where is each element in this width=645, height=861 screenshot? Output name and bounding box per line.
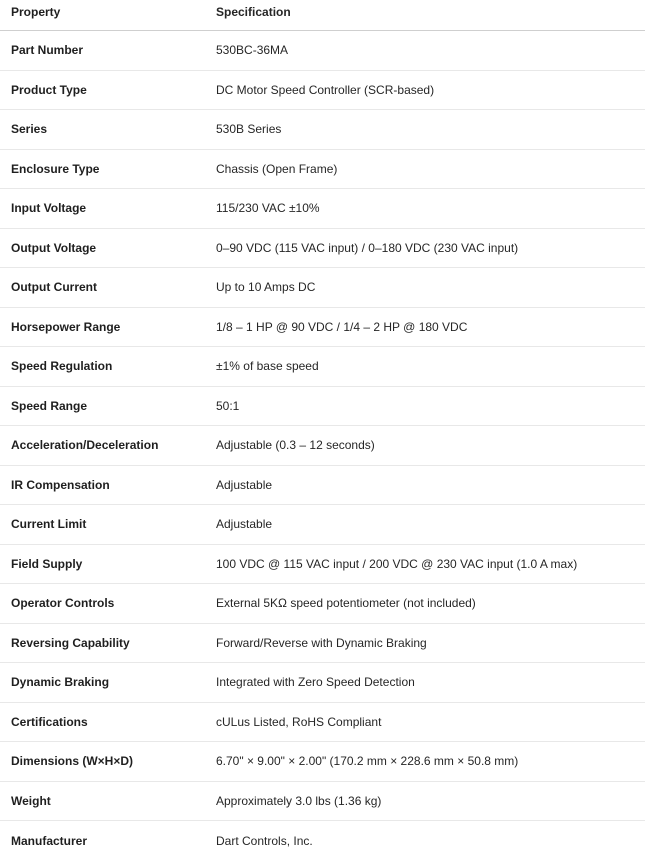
specification-cell: 115/230 VAC ±10%	[216, 201, 320, 216]
property-cell: Operator Controls	[11, 596, 115, 611]
specification-cell: 530BC-36MA	[216, 43, 289, 58]
table-row	[0, 624, 645, 664]
property-cell: IR Compensation	[11, 477, 110, 492]
specification-cell: DC Motor Speed Controller (SCR-based)	[216, 82, 435, 97]
specification-cell: Approximately 3.0 lbs (1.36 kg)	[216, 793, 382, 808]
specification-cell: 6.70" × 9.00" × 2.00" (170.2 mm × 228.6 mm × 50.8 mm)	[216, 754, 519, 769]
property-cell: Current Limit	[11, 517, 87, 532]
property-cell: Horsepower Range	[11, 319, 121, 334]
specification-cell: 100 VDC @ 115 VAC input / 200 VDC @ 230 VAC input (1.0 A max)	[216, 556, 578, 571]
property-cell: Enclosure Type	[11, 161, 100, 176]
specification-cell: Adjustable (0.3 – 12 seconds)	[216, 438, 375, 453]
table-row	[0, 229, 645, 269]
specification-cell: Adjustable	[216, 477, 273, 492]
property-cell: Dimensions (W×H×D)	[11, 754, 134, 769]
property-cell: Part Number	[11, 43, 84, 58]
specification-cell: 1/8 – 1 HP @ 90 VDC / 1/4 – 2 HP @ 180 VDC	[216, 319, 468, 334]
table-row	[0, 663, 645, 703]
table-row	[0, 347, 645, 387]
table-row	[0, 821, 645, 861]
specification-cell: Adjustable	[216, 517, 273, 532]
table-row	[0, 466, 645, 506]
table-row	[0, 150, 645, 190]
property-cell: Speed Regulation	[11, 359, 113, 374]
specification-cell: 530B Series	[216, 122, 282, 137]
specification-cell: External 5KΩ speed potentiometer (not included)	[216, 596, 476, 611]
table-row	[0, 387, 645, 427]
property-cell: Certifications	[11, 714, 88, 729]
property-cell: Weight	[11, 793, 51, 808]
table-row	[0, 268, 645, 308]
table-row	[0, 545, 645, 585]
specification-cell: ±1% of base speed	[216, 359, 319, 374]
property-cell: Input Voltage	[11, 201, 87, 216]
specification-cell: Up to 10 Amps DC	[216, 280, 316, 295]
property-cell: Field Supply	[11, 556, 83, 571]
header-specification: Specification	[216, 5, 291, 19]
table-row	[0, 71, 645, 111]
specification-cell: Integrated with Zero Speed Detection	[216, 675, 415, 690]
table-row	[0, 505, 645, 545]
property-cell: Output Current	[11, 280, 97, 295]
property-cell: Speed Range	[11, 398, 88, 413]
property-cell: Reversing Capability	[11, 635, 130, 650]
table-row	[0, 31, 645, 71]
table-header-row	[0, 0, 645, 31]
specification-cell: 50:1	[216, 398, 240, 413]
specification-cell: Forward/Reverse with Dynamic Braking	[216, 635, 427, 650]
table-row	[0, 782, 645, 822]
table-row	[0, 584, 645, 624]
property-cell: Product Type	[11, 82, 87, 97]
table-row	[0, 742, 645, 782]
specification-cell: cULus Listed, RoHS Compliant	[216, 714, 382, 729]
table-body	[0, 31, 645, 861]
property-cell: Manufacturer	[11, 833, 88, 848]
table-row	[0, 110, 645, 150]
table-row	[0, 189, 645, 229]
header-property: Property	[11, 5, 61, 19]
table-row	[0, 426, 645, 466]
specification-cell: Chassis (Open Frame)	[216, 161, 338, 176]
table-row	[0, 703, 645, 743]
property-cell: Dynamic Braking	[11, 675, 110, 690]
specification-cell: 0–90 VDC (115 VAC input) / 0–180 VDC (230 VAC input)	[216, 240, 519, 255]
table-row	[0, 308, 645, 348]
property-cell: Series	[11, 122, 48, 137]
specification-cell: Dart Controls, Inc.	[216, 833, 313, 848]
property-cell: Acceleration/Deceleration	[11, 438, 159, 453]
property-cell: Output Voltage	[11, 240, 97, 255]
